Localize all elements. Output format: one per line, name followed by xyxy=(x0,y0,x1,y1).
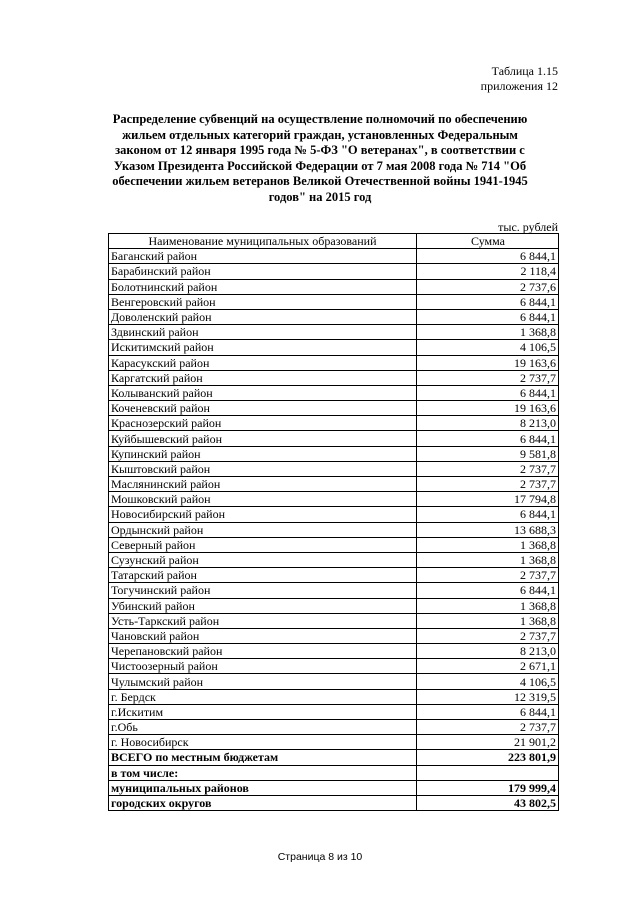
subsidy-amount: 6 844,1 xyxy=(417,309,559,324)
subsidy-amount: 19 163,6 xyxy=(417,401,559,416)
including-row xyxy=(109,765,559,780)
table-row xyxy=(109,249,559,264)
subsidy-amount: 8 213,0 xyxy=(417,416,559,431)
municipality-name: г. Новосибирск xyxy=(109,735,417,750)
table-row xyxy=(109,689,559,704)
subsidy-amount: 8 213,0 xyxy=(417,644,559,659)
municipality-name: Доволенский район xyxy=(109,309,417,324)
municipal-label: муниципальных районов xyxy=(109,780,417,795)
page-footer: Страница 8 из 10 xyxy=(277,851,363,863)
municipality-name: Ордынский район xyxy=(109,522,417,537)
subsidy-amount: 2 737,7 xyxy=(417,720,559,735)
subsidy-amount: 4 106,5 xyxy=(417,674,559,689)
column-header-name: Наименование муниципальных образований xyxy=(109,234,417,249)
subsidy-amount: 12 319,5 xyxy=(417,689,559,704)
table-row xyxy=(109,522,559,537)
municipality-name: Барабинский район xyxy=(109,264,417,279)
table-row xyxy=(109,340,559,355)
table-row xyxy=(109,568,559,583)
municipality-name: Колыванский район xyxy=(109,385,417,400)
municipality-name: Искитимский район xyxy=(109,340,417,355)
subsidy-amount: 13 688,3 xyxy=(417,522,559,537)
table-row xyxy=(109,264,559,279)
subsidy-amount: 1 368,8 xyxy=(417,613,559,628)
table-row xyxy=(109,598,559,613)
municipality-name: г.Обь xyxy=(109,720,417,735)
subsidy-amount: 6 844,1 xyxy=(417,583,559,598)
municipality-name: Куйбышевский район xyxy=(109,431,417,446)
table-row xyxy=(109,704,559,719)
subsidy-amount: 2 737,7 xyxy=(417,461,559,476)
subsidy-amount: 1 368,8 xyxy=(417,325,559,340)
table-row xyxy=(109,325,559,340)
municipality-name: Баганский район xyxy=(109,249,417,264)
municipality-name: Каргатский район xyxy=(109,370,417,385)
table-reference xyxy=(481,64,558,94)
subsidy-amount: 2 737,7 xyxy=(417,477,559,492)
total-row xyxy=(109,750,559,765)
municipality-name: Чистоозерный район xyxy=(109,659,417,674)
urban-row xyxy=(109,795,559,810)
municipality-name: Черепановский район xyxy=(109,644,417,659)
municipality-name: Мошковский район xyxy=(109,492,417,507)
subsidy-amount: 17 794,8 xyxy=(417,492,559,507)
subsidy-amount: 2 737,6 xyxy=(417,279,559,294)
subsidy-amount: 6 844,1 xyxy=(417,431,559,446)
subsidy-amount: 1 368,8 xyxy=(417,598,559,613)
table-row xyxy=(109,461,559,476)
municipality-name: Новосибирский район xyxy=(109,507,417,522)
municipality-name: Чулымский район xyxy=(109,674,417,689)
municipality-name: Маслянинский район xyxy=(109,477,417,492)
table-row xyxy=(109,507,559,522)
table-row xyxy=(109,735,559,750)
municipality-name: Купинский район xyxy=(109,446,417,461)
including-label: в том числе: xyxy=(109,765,417,780)
municipality-name: г.Искитим xyxy=(109,704,417,719)
subsidy-amount: 9 581,8 xyxy=(417,446,559,461)
municipality-name: Тогучинский район xyxy=(109,583,417,598)
subsidy-amount: 21 901,2 xyxy=(417,735,559,750)
table-row xyxy=(109,583,559,598)
table-body xyxy=(109,249,559,750)
column-header-sum: Сумма xyxy=(417,234,559,249)
subsidy-amount: 2 118,4 xyxy=(417,264,559,279)
subsidy-amount: 1 368,8 xyxy=(417,537,559,552)
subsidy-amount: 2 737,7 xyxy=(417,568,559,583)
table-row xyxy=(109,659,559,674)
municipality-name: Краснозерский район xyxy=(109,416,417,431)
subsidy-amount: 6 844,1 xyxy=(417,704,559,719)
municipality-name: Здвинский район xyxy=(109,325,417,340)
table-row xyxy=(109,628,559,643)
subsidy-amount: 1 368,8 xyxy=(417,552,559,567)
table-summary xyxy=(109,750,559,811)
including-value-empty xyxy=(417,765,559,780)
municipal-value: 179 999,4 xyxy=(417,780,559,795)
total-value: 223 801,9 xyxy=(417,750,559,765)
table-row xyxy=(109,309,559,324)
municipality-name: Чановский район xyxy=(109,628,417,643)
table-number: Таблица 1.15 xyxy=(491,64,558,78)
table-row xyxy=(109,294,559,309)
subsidy-table xyxy=(108,233,559,811)
subsidy-amount: 6 844,1 xyxy=(417,385,559,400)
table-row xyxy=(109,385,559,400)
municipality-name: Венгеровский район xyxy=(109,294,417,309)
municipality-name: Карасукский район xyxy=(109,355,417,370)
table-row xyxy=(109,401,559,416)
municipality-name: г. Бердск xyxy=(109,689,417,704)
table-row xyxy=(109,355,559,370)
table-row xyxy=(109,492,559,507)
table-row xyxy=(109,720,559,735)
subsidy-amount: 6 844,1 xyxy=(417,249,559,264)
municipal-row xyxy=(109,780,559,795)
table-row xyxy=(109,416,559,431)
table-row xyxy=(109,370,559,385)
table-row xyxy=(109,644,559,659)
subsidy-amount: 2 737,7 xyxy=(417,370,559,385)
table-row xyxy=(109,613,559,628)
table-row xyxy=(109,552,559,567)
municipality-name: Болотнинский район xyxy=(109,279,417,294)
urban-label: городских округов xyxy=(109,795,417,810)
subsidy-amount: 6 844,1 xyxy=(417,507,559,522)
units-label: тыс. рублей xyxy=(498,220,558,234)
table-row xyxy=(109,674,559,689)
subsidy-amount: 4 106,5 xyxy=(417,340,559,355)
municipality-name: Сузунский район xyxy=(109,552,417,567)
table-row xyxy=(109,537,559,552)
table-row xyxy=(109,431,559,446)
subsidy-amount: 19 163,6 xyxy=(417,355,559,370)
subsidy-amount: 6 844,1 xyxy=(417,294,559,309)
table-row xyxy=(109,446,559,461)
municipality-name: Татарский район xyxy=(109,568,417,583)
municipality-name: Коченевский район xyxy=(109,401,417,416)
subsidy-amount: 2 737,7 xyxy=(417,628,559,643)
municipality-name: Северный район xyxy=(109,537,417,552)
appendix-number: приложения 12 xyxy=(480,79,558,93)
total-label: ВСЕГО по местным бюджетам xyxy=(109,750,417,765)
document-title: Распределение субвенций на осуществление полномочий по обеспечению жильем отдельных категорий граждан, установленных Федеральным законом от 12 января 1995 года № 5-ФЗ "О ветеранах", в соответствии с Указом Президента Российской Федерации от 7 мая 2008 года № 714 "Об обеспечении жильем ветеранов Великой Отечественной войны 1941-1945 годов" на 2015 год xyxy=(112,112,528,204)
table-row xyxy=(109,477,559,492)
municipality-name: Кыштовский район xyxy=(109,461,417,476)
subsidy-amount: 2 671,1 xyxy=(417,659,559,674)
municipality-name: Усть-Таркский район xyxy=(109,613,417,628)
table-row xyxy=(109,279,559,294)
urban-value: 43 802,5 xyxy=(417,795,559,810)
table-header-row xyxy=(109,234,559,249)
municipality-name: Убинский район xyxy=(109,598,417,613)
